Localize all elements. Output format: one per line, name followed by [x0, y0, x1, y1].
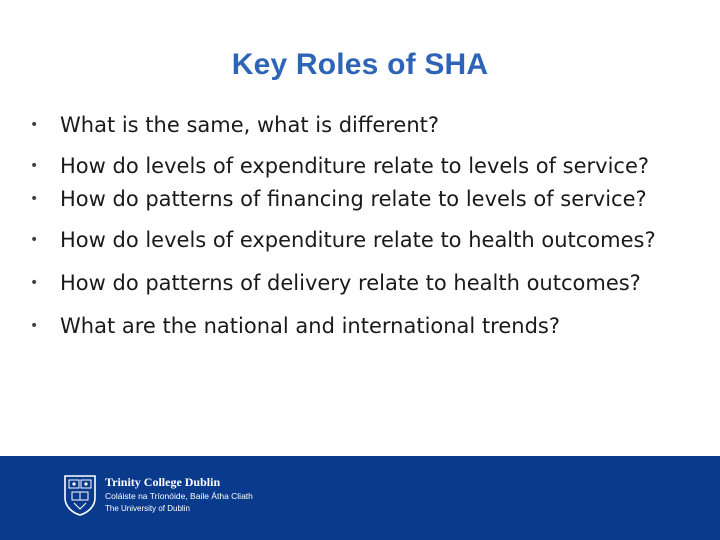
bullet-dot-icon: •	[30, 117, 39, 133]
footer-bar	[0, 456, 720, 540]
slide-title: Key Roles of SHA	[231, 48, 489, 81]
logo-text	[105, 476, 253, 515]
bullet-item	[24, 151, 704, 182]
bullet-dot-icon: •	[30, 275, 39, 291]
bullet-item	[24, 311, 704, 342]
logo-name: Trinity College Dublin	[105, 474, 221, 489]
bullet-dot-icon: •	[30, 232, 39, 248]
bullet-text: What are the national and international trends?	[60, 314, 560, 338]
bullet-text: How do levels of expenditure relate to health outcomes?	[60, 228, 656, 252]
bullet-item	[24, 110, 704, 141]
college-logo[interactable]	[63, 474, 253, 516]
bullet-item	[24, 225, 704, 256]
bullet-dot-icon: •	[30, 191, 39, 207]
college-crest-icon	[63, 474, 97, 516]
bullet-list	[24, 110, 704, 352]
bullet-text: How do levels of expenditure relate to levels of service?	[60, 154, 650, 178]
bullet-dot-icon: •	[30, 318, 39, 334]
bullet-text: How do patterns of delivery relate to health outcomes?	[60, 271, 641, 295]
bullet-item	[24, 184, 704, 215]
bullet-text: How do patterns of financing relate to levels of service?	[60, 187, 647, 211]
logo-subtitle: The University of Dublin	[105, 503, 190, 513]
bullet-item	[24, 268, 704, 299]
logo-irish-name: Coláiste na Tríonóide, Baile Átha Cliath	[105, 490, 253, 501]
bullet-text: What is the same, what is different?	[60, 113, 440, 137]
bullet-dot-icon: •	[30, 158, 39, 174]
